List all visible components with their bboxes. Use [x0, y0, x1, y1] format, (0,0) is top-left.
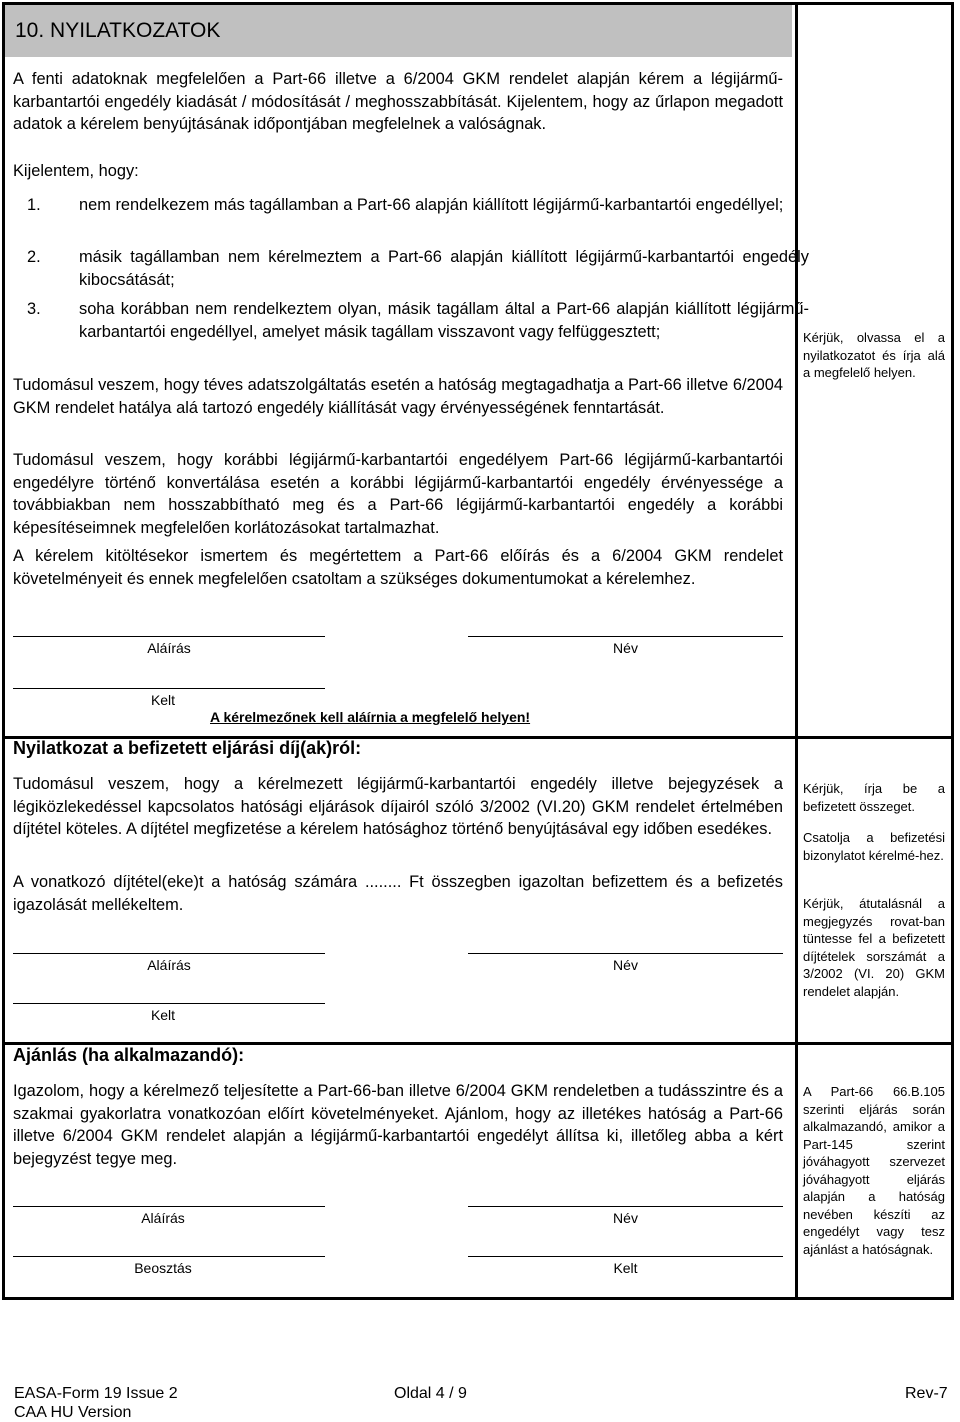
declaration-item: 3. soha korábban nem rendelkeztem olyan, másik tagállam által a Part-66 alapján kiállított légijármű-karbantartói engedéllyel, amelyet másik tagállam visszavont vagy felfüggesztett;: [27, 300, 809, 341]
position-line[interactable]: [13, 1256, 325, 1257]
fee-para: A vonatkozó díjtétel(eke)t a hatóság számára ........ Ft összegben igazoltan befizettem és a befizetés igazolását mellékeltem.: [13, 873, 783, 914]
declaration-item: 2. másik tagállamban nem kérelmeztem a Part-66 alapján kiállított légijármű-karbantartói engedély kibocsátását;: [27, 248, 809, 289]
date-label: Kelt: [613, 1260, 638, 1276]
declaration-para: Tudomásul veszem, hogy téves adatszolgáltatás esetén a hatóság megtagadhatja a Part-66 illetve 6/2004 GKM rendelet hatálya alá tartozó engedély kiállítását vagy érvényességének fenntartását.: [13, 376, 783, 417]
signature-label: Aláírás: [147, 640, 191, 656]
date-label: Kelt: [150, 1007, 176, 1023]
signature-line[interactable]: [13, 636, 325, 637]
footer-version: CAA HU Version: [14, 1404, 132, 1421]
declaration-para: Tudomásul veszem, hogy korábbi légijármű-karbantartói engedélyem Part-66 légijármű-karbantartói engedélyre történő konvertálása esetén a korábbi légijármű-karbantartói engedély érvényessége a továbbiakban nem hosszabbítható meg és a Part-66 légijármű-karbantartói engedély a korábbi képesítéseimnek megfelelően korlátozásokat tartalmazhat.: [13, 451, 783, 537]
declaration-para: A kérelem kitöltésekor ismertem és megértettem a Part-66 előírás és a 6/2004 GKM rendelet követelményeit és ennek megfelelően csatoltam a szükséges dokumentumokat a kérelemhez.: [13, 547, 783, 588]
date-line[interactable]: [13, 1003, 325, 1004]
signature-warning: A kérelmezőnek kell aláírnia a megfelelő helyen!: [210, 709, 531, 725]
position-label: Beosztás: [134, 1260, 192, 1276]
name-label: Név: [613, 640, 638, 656]
fee-heading: Nyilatkozat a befizetett eljárási díj(ak)ról:: [13, 738, 362, 758]
side-note: A Part-66 66.B.105 szerinti eljárás során alkalmazandó, amikor a Part-145 szerint jóváhagyott szervezet jóváhagyott eljárás alapján a hatóság nevében készíti az engedélyt vagy tesz ajánlást a hatóságnak.: [803, 1084, 945, 1257]
side-note: Kérjük, átutalásnál a megjegyzés rovat-ban tüntesse fel a befizetett díjtételek sorszámát a 3/2002 (VI. 20) GKM rendelet alapján.: [803, 896, 945, 999]
declaration-item: 1. nem rendelkezem más tagállamban a Part-66 alapján kiállított légijármű-karbantartói engedéllyel;: [27, 196, 784, 214]
name-line[interactable]: [468, 636, 783, 637]
footer-form-id: EASA-Form 19 Issue 2: [14, 1385, 178, 1402]
recommendation-heading: Ajánlás (ha alkalmazandó):: [13, 1045, 245, 1065]
signature-label: Aláírás: [141, 1210, 185, 1226]
section-title: 10. NYILATKOZATOK: [15, 19, 221, 42]
side-note: Kérjük, írja be a befizetett összeget.: [803, 781, 945, 814]
side-note: Kérjük, olvassa el a nyilatkozatot és írja alá a megfelelő helyen.: [803, 330, 945, 380]
name-label: Név: [613, 1210, 638, 1226]
date-line[interactable]: [468, 1256, 783, 1257]
declaration-intro: A fenti adatoknak megfelelően a Part-66 illetve a 6/2004 GKM rendelet alapján kérem a légijármű-karbantartói engedély kiadását / módosítását / meghosszabbítását. Kijelentem, hogy az űrlapon megadott adatok a kérelem benyújtásának időpontjában megfelelnek a valóságnak.: [13, 70, 783, 133]
name-line[interactable]: [468, 1206, 783, 1207]
side-note: Csatolja a befizetési bizonylatot kérelmé-hez.: [803, 830, 945, 863]
declare-label: Kijelentem, hogy:: [13, 162, 139, 180]
section-header: [5, 5, 792, 57]
footer-rev: Rev-7: [905, 1385, 948, 1402]
date-line[interactable]: [13, 688, 325, 689]
name-label: Név: [613, 957, 638, 973]
date-label: Kelt: [150, 692, 176, 708]
fee-para: Tudomásul veszem, hogy a kérelmezett légijármű-karbantartói engedély illetve bejegyzések a légiközlekedéssel kapcsolatos hatósági eljárások díjairól szóló 3/2002 (VI.20) GKM rendelet értelmében díjtétel köteles. A díjtétel megfizetése a kérelem hatósághoz történő benyújtásával egy időben esedékes.: [13, 775, 783, 838]
signature-line[interactable]: [13, 953, 325, 954]
footer-page: Oldal 4 / 9: [394, 1385, 467, 1402]
recommendation-para: Igazolom, hogy a kérelmező teljesítette a Part-66-ban illetve 6/2004 GKM rendeletben a tudásszintre és a szakmai gyakorlatra vonatkozóan előírt követelményeket. Ajánlom, hogy az illetékes hatóság a Part-66 illetve 6/2004 GKM rendelet alapján a légijármű-karbantartói engedélyt állítsa ki, illetőleg abba a kért bejegyzést tegye meg.: [13, 1082, 783, 1168]
signature-line[interactable]: [13, 1206, 325, 1207]
signature-label: Aláírás: [147, 957, 191, 973]
name-line[interactable]: [468, 953, 783, 954]
